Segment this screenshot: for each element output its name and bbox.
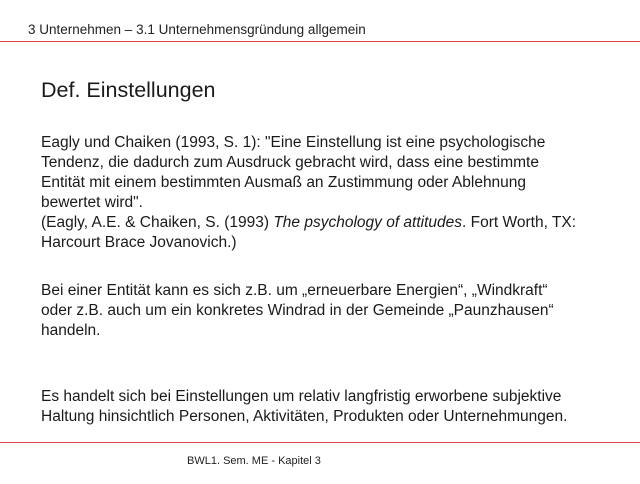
definition-quote (41, 133, 621, 213)
breadcrumb: 3 Unternehmen – 3.1 Unternehmensgründung allgemein (28, 22, 366, 37)
citation-publisher: Harcourt Brace Jovanovich.) (41, 234, 237, 251)
footer-divider (0, 442, 640, 443)
example-paragraph (41, 281, 621, 341)
slide-footer: BWL1. Sem. ME - Kapitel 3 (187, 455, 321, 467)
quote-line: bewertet wird". (41, 194, 143, 211)
example-line: Bei einer Entität kann es sich z.B. um „erneuerbare Energien“, „Windkraft“ (41, 282, 548, 299)
quote-line: Tendenz, die dadurch zum Ausdruck gebracht wird, dass eine bestimmte (41, 154, 539, 171)
citation-book-title: The psychology of attitudes (273, 214, 463, 231)
slide-title: Def. Einstellungen (41, 78, 216, 102)
citation (41, 213, 621, 253)
summary-line: Es handelt sich bei Einstellungen um relativ langfristig erworbene subjektive (41, 388, 562, 405)
summary-paragraph (41, 387, 621, 427)
example-line: oder z.B. auch um ein konkretes Windrad in der Gemeinde „Paunzhausen“ (41, 302, 554, 319)
slide-header (0, 0, 640, 42)
example-line: handeln. (41, 322, 101, 339)
quote-line: Entität mit einem bestimmten Ausmaß an Zustimmung oder Ablehnung (41, 174, 527, 191)
header-divider (0, 41, 640, 42)
quote-line: Eagly und Chaiken (1993, S. 1): "Eine Einstellung ist eine psychologische (41, 134, 546, 151)
citation-authors: (Eagly, A.E. & Chaiken, S. (1993) (41, 214, 274, 231)
summary-line: Haltung hinsichtlich Personen, Aktivitäten, Produkten oder Unternehmungen. (41, 408, 568, 425)
citation-line (41, 213, 621, 233)
citation-publisher-place: . Fort Worth, TX: (462, 214, 577, 231)
